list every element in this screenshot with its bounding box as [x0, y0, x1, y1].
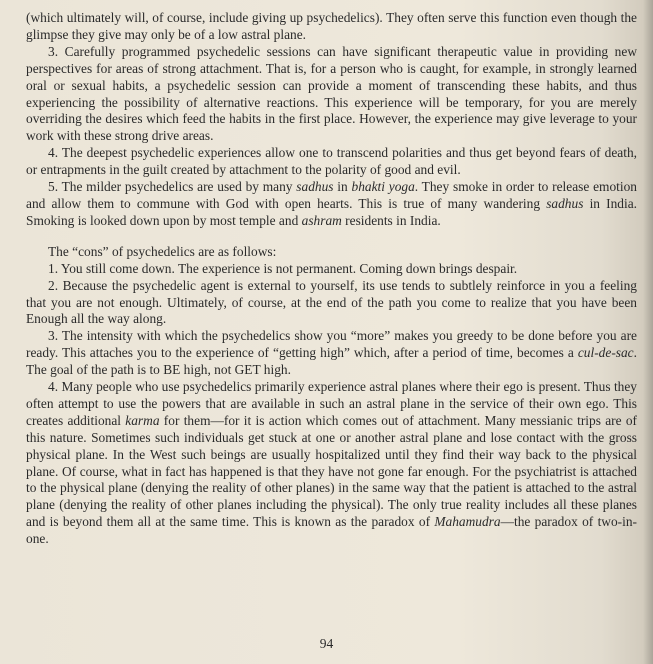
text-run: residents in India. [341, 212, 441, 228]
paragraph [26, 10, 637, 44]
page-number: 94 [319, 636, 334, 651]
text-run: 5. The milder psychedelics are used by many [48, 179, 297, 195]
section-heading [26, 244, 637, 261]
paragraph [26, 379, 637, 548]
text-run: for them—for it is action which comes out of attachment. Many messianic trips are of this nature. Sometimes such individuals get stuck at one or another astral plane and lose contact with the gross physical plane. In the West such beings are usually hospitalized until they find their way back to the physical plane. Of course, what in fact has happened is that they have not gone far enough. For the psychiatrist is attached to the physical plane (denying the reality of other planes) in the same way that the patient is attached to the astral plane (denying the reality of other planes including the physical). The only true reality includes all these planes and is beyond them all at the same time. This is known as the paradox of [26, 412, 637, 530]
text-run: 4. The deepest psychedelic experiences allow one to transcend polarities and thus get beyond fears of death, or entrapments in the guilt created by attachment to the polarity of good and evil. [26, 145, 637, 178]
text-run: . The goal of the path is to BE high, not GET high. [26, 345, 637, 378]
paragraph [26, 145, 637, 179]
italic-term: sadhus [296, 179, 334, 195]
paragraph [26, 261, 637, 278]
text-run: 1. You still come down. The experience is not permanent. Coming down brings despair. [48, 260, 518, 276]
italic-term: Mahamudra [434, 514, 501, 530]
text-run: (which ultimately will, of course, include giving up psychedelics). They often serve this function even though the glimpse they give may only be of a low astral plane. [26, 10, 637, 42]
paragraph [26, 179, 637, 230]
italic-term: ashram [301, 212, 342, 228]
text-run: 2. Because the psychedelic agent is external to yourself, its use tends to subtlely reinforce in you a feeling that you are not enough. Ultimately, of course, at the end of the path you come to realize that you have been Enough all the way along. [26, 277, 637, 327]
text-run: in India. Smoking is looked down upon by most temple and [26, 195, 637, 228]
text-run: 4. Many people who use psychedelics primarily experience astral planes where their ego is present. Thus they often attempt to use the powers that are available in such an astral plane in the service of their own ego. This creates additional [26, 379, 637, 428]
text-run: —the paradox of two-in-one. [26, 514, 637, 547]
text-run: in [333, 179, 352, 195]
page-spine-shadow [643, 0, 653, 664]
italic-term: sadhus [546, 195, 584, 211]
text-run: 3. Carefully programmed psychedelic sessions can have significant therapeutic value in providing new perspectives for areas of strong attachment. That is, for a person who is caught, for example, in strongly learned oral or sexual habits, a psychedelic session can provide a moment of transcending these habits, and thus experiencing the possibility of alternative reactions. This experience will be temporary, for you are merely overriding the desires which feed the habits in the first place. However, the experience may give leverage to your work with these strong drive areas. [26, 43, 637, 144]
body-text [26, 10, 637, 548]
text-run: 3. The intensity with which the psychedelics show you “more” makes you greedy to be done before you are ready. This attaches you to the experience of “getting high” which, after a period of time, becomes a [26, 328, 637, 361]
paragraph [26, 278, 637, 329]
text-run: . They smoke in order to release emotion and allow them to commune with God with open hearts. This is true of many wandering [26, 179, 637, 211]
italic-term: karma [125, 412, 160, 428]
text-run: The “cons” of psychedelics are as follows: [48, 243, 277, 259]
italic-term: cul-de-sac [577, 345, 634, 361]
paragraph [26, 44, 637, 145]
italic-term: bhakti yoga [351, 179, 415, 195]
paragraph [26, 328, 637, 379]
